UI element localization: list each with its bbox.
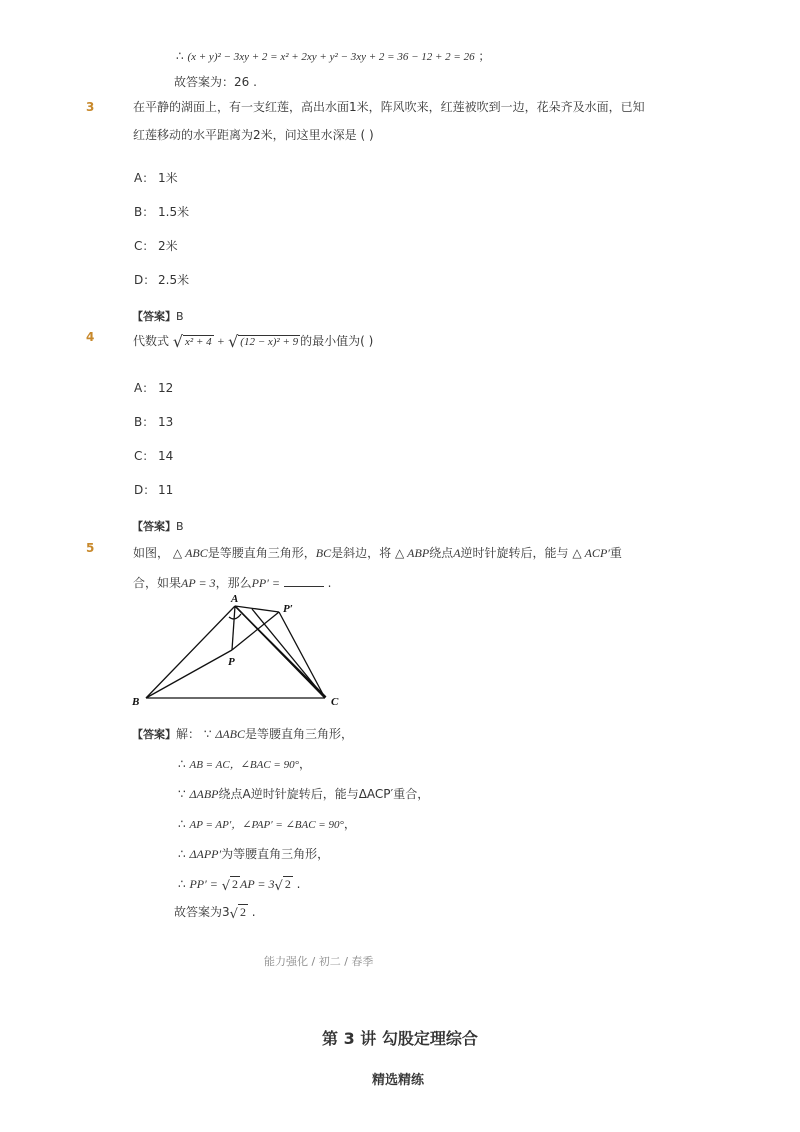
answer-blank[interactable] bbox=[284, 576, 324, 587]
option-label: C： bbox=[134, 449, 155, 463]
sol-math: ΔAPP′ bbox=[189, 847, 222, 861]
q5-t5: 是斜边，将 bbox=[331, 546, 392, 560]
option-value: 1米 bbox=[158, 171, 178, 185]
label-a: A bbox=[231, 593, 239, 605]
sol-text: ， bbox=[299, 757, 312, 771]
therefore-symbol: ∴ bbox=[178, 817, 186, 831]
sqrt-2-final: √ 2 bbox=[229, 905, 246, 922]
q5-t9: 逆时针旋转后，能与 bbox=[460, 546, 569, 560]
q3-option-c[interactable] bbox=[134, 237, 178, 254]
segment-ap2 bbox=[235, 606, 279, 612]
q5-final-answer bbox=[174, 904, 256, 923]
sol-text: 为等腰直角三角形， bbox=[221, 847, 330, 861]
q4-answer bbox=[132, 515, 184, 534]
therefore-symbol: ∴ bbox=[178, 847, 186, 861]
option-label: A： bbox=[134, 381, 155, 395]
segment-p2c bbox=[279, 612, 325, 698]
answer-value: B bbox=[176, 520, 184, 533]
radicand-2: (12 − x)² + 9 bbox=[240, 336, 299, 348]
q3-option-a[interactable] bbox=[134, 169, 178, 186]
hidden-helper-2 bbox=[232, 650, 325, 698]
label-p-prime: P′ bbox=[283, 603, 293, 615]
because-symbol: ∵ bbox=[178, 787, 186, 801]
therefore-symbol: ∴ bbox=[176, 49, 184, 63]
q5-text-line-1 bbox=[133, 545, 622, 561]
label-b: B bbox=[132, 696, 140, 708]
sol-math: AB = AC，∠BAC = 90° bbox=[189, 759, 300, 771]
q5-solution-line-2 bbox=[178, 756, 311, 773]
q4-option-c[interactable] bbox=[134, 447, 173, 464]
q4-option-b[interactable] bbox=[134, 413, 173, 430]
q5-period: . bbox=[327, 576, 332, 590]
answer-tag: 【答案】 bbox=[132, 520, 176, 533]
option-label: B： bbox=[134, 205, 155, 219]
radicand: 2 bbox=[239, 905, 246, 919]
sol-text: 绕点A逆时针旋转后，能与ΔACP′重合， bbox=[218, 787, 430, 801]
q4-suffix: 的最小值为( ) bbox=[300, 334, 374, 348]
radicand-1: x² + 4 bbox=[185, 336, 212, 348]
q4-option-d[interactable] bbox=[134, 481, 173, 498]
lesson-title: 第 3 讲 勾股定理综合 bbox=[322, 1029, 478, 1048]
q3-text-line-1: 在平静的湖面上，有一支红莲，高出水面1米，阵风吹来，红莲被吹到一边，花朵齐及水面，已知 bbox=[133, 100, 645, 114]
because-symbol: ∵ bbox=[203, 727, 212, 741]
answer-tag: 【答案】 bbox=[132, 728, 176, 741]
q5-solution-line-3 bbox=[178, 786, 429, 802]
q5-triangle-abc: △ ABC bbox=[172, 546, 208, 560]
final-text: 故答案为3 bbox=[174, 905, 230, 919]
q5-ap-value: AP = 3 bbox=[181, 576, 216, 590]
q4-prefix: 代数式 bbox=[133, 334, 170, 348]
q5-t14: ，那么 bbox=[215, 576, 252, 590]
q2-punct: ； bbox=[478, 49, 491, 63]
q5-text-line-2 bbox=[133, 575, 331, 591]
option-value: 11 bbox=[158, 483, 174, 497]
section-title: 精选精练 bbox=[372, 1073, 425, 1088]
hidden-helper bbox=[146, 612, 279, 698]
q5-pp-expr: PP′ = bbox=[251, 576, 280, 590]
period: . bbox=[296, 877, 301, 891]
option-label: D： bbox=[134, 273, 156, 287]
q3-option-b[interactable] bbox=[134, 203, 189, 220]
segment-ap bbox=[232, 606, 235, 650]
q5-t3: 是等腰直角三角形， bbox=[207, 546, 316, 560]
question-number: 5 bbox=[86, 541, 95, 555]
sol-math: AP = AP′，∠PAP′ = ∠BAC = 90° bbox=[189, 819, 344, 831]
q3-answer bbox=[132, 305, 184, 324]
radicand: 2 bbox=[284, 877, 291, 891]
radicand: 2 bbox=[231, 877, 238, 891]
q5-triangle-acp: △ ACP′ bbox=[572, 546, 610, 560]
question-number: 3 bbox=[86, 100, 95, 114]
plus-sign: + bbox=[217, 334, 225, 348]
page-footer: 能力强化 / 初二 / 春季 bbox=[264, 955, 374, 968]
q5-bc: BC bbox=[315, 546, 332, 560]
q5-solution-line-4 bbox=[178, 816, 356, 833]
q2-final-answer: 故答案为：26 . bbox=[174, 75, 257, 89]
q5-point-a: A bbox=[453, 546, 461, 560]
segment-a-c-3 bbox=[235, 606, 325, 698]
sqrt-2-b: √ 2 bbox=[274, 877, 291, 894]
option-value: 13 bbox=[158, 415, 174, 429]
q5-answer-header bbox=[132, 726, 353, 743]
q2-solution-line bbox=[176, 48, 490, 65]
label-c: C bbox=[331, 696, 339, 708]
question-number: 4 bbox=[86, 330, 95, 344]
segment-bp bbox=[146, 650, 232, 698]
segment-ba bbox=[146, 606, 235, 698]
answer-tag: 【答案】 bbox=[132, 310, 176, 323]
sqrt-expression-2: √ (12 − x)² + 9 bbox=[228, 332, 299, 351]
q5-solution-line-5 bbox=[178, 846, 329, 862]
q5-t7: 绕点 bbox=[429, 546, 454, 560]
q5-triangle-abp: △ ABP bbox=[394, 546, 430, 560]
q4-option-a[interactable] bbox=[134, 379, 173, 396]
q2-equation: (x + y)² − 3xy + 2 = x² + 2xy + y² − 3xy + 2 = 36 − 12 + 2 = 26 bbox=[187, 51, 475, 63]
label-p: P bbox=[228, 656, 235, 668]
q5-t12: 合，如果 bbox=[133, 576, 182, 590]
q5-solution-line-6 bbox=[178, 876, 300, 895]
q3-option-d[interactable] bbox=[134, 271, 189, 288]
sol-math: AP = 3 bbox=[239, 877, 275, 891]
period: . bbox=[251, 905, 256, 919]
sol-text: 是等腰直角三角形， bbox=[245, 727, 354, 741]
sol-math: PP′ = bbox=[189, 877, 218, 891]
option-label: C： bbox=[134, 239, 155, 253]
q3-text-line-2: 红莲移动的水平距离为2米，问这里水深是 ( ) bbox=[133, 128, 374, 142]
therefore-symbol: ∴ bbox=[178, 877, 186, 891]
q4-text bbox=[133, 333, 373, 350]
option-value: 2.5米 bbox=[158, 273, 190, 287]
sol-math: ΔABP bbox=[189, 787, 219, 801]
q5-t1: 如图， bbox=[133, 546, 170, 560]
option-value: 12 bbox=[158, 381, 174, 395]
sol-math: ΔABC bbox=[215, 727, 246, 741]
option-label: B： bbox=[134, 415, 155, 429]
option-value: 2米 bbox=[158, 239, 178, 253]
sqrt-2-a: √ 2 bbox=[221, 877, 238, 894]
triangle-figure bbox=[128, 590, 348, 710]
option-label: A： bbox=[134, 171, 155, 185]
segment-from-a-area-to-c bbox=[252, 609, 325, 698]
option-label: D： bbox=[134, 483, 156, 497]
therefore-symbol: ∴ bbox=[178, 757, 186, 771]
solution-intro: 解： bbox=[176, 727, 201, 741]
option-value: 14 bbox=[158, 449, 174, 463]
sol-text: ， bbox=[343, 817, 356, 831]
answer-value: B bbox=[176, 310, 184, 323]
q5-t11: 重 bbox=[609, 546, 622, 560]
sqrt-expression-1: √ x² + 4 bbox=[172, 332, 212, 351]
option-value: 1.5米 bbox=[158, 205, 190, 219]
